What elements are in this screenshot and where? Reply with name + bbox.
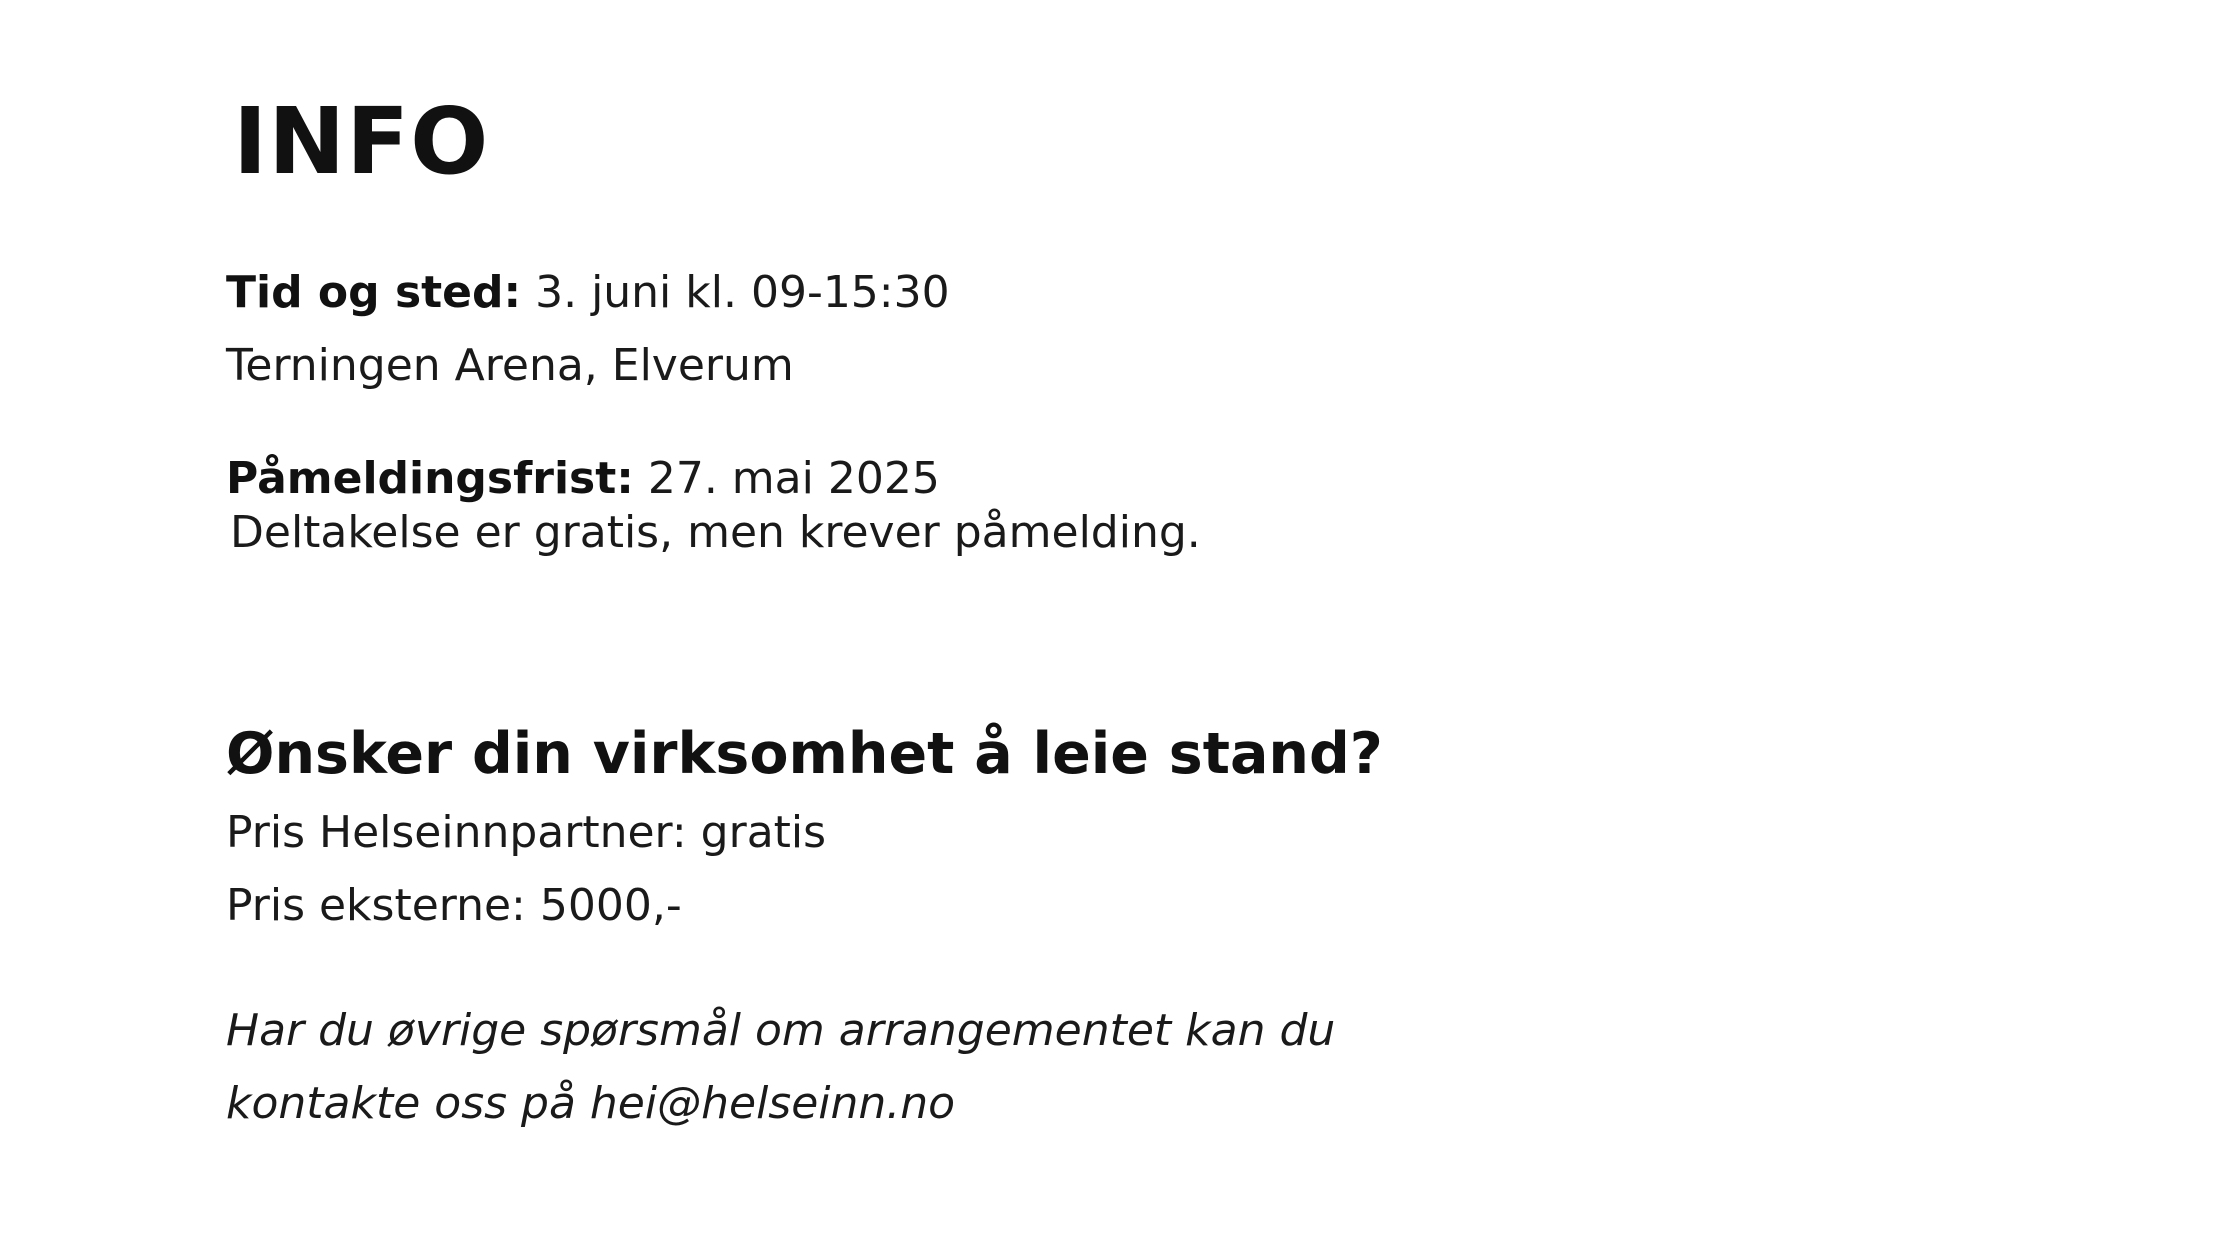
contact-text-line-1: Har du øvrige spørsmål om arrangementet kan du [226, 1005, 1336, 1056]
contact-text-line-2: kontakte oss på hei@helseinn.no [226, 1078, 956, 1129]
deadline-line [226, 453, 940, 506]
venue-text: Terningen Arena, Elverum [226, 340, 794, 391]
stand-heading: Ønsker din virksomhet å leie stand? [226, 721, 1383, 787]
deadline-label: Påmeldingsfrist: [226, 453, 634, 504]
time-place-line [226, 267, 950, 320]
price-partner-text: Pris Helseinnpartner: gratis [226, 807, 827, 858]
deadline-value: 27. mai 2025 [633, 453, 940, 504]
time-place-value: 3. juni kl. 09-15:30 [521, 267, 950, 318]
page-title: INFO [233, 88, 490, 195]
participation-note: Deltakelse er gratis, men krever påmelding. [230, 507, 1201, 558]
price-external-text: Pris eksterne: 5000,- [226, 880, 682, 931]
time-place-label: Tid og sted: [226, 267, 522, 318]
